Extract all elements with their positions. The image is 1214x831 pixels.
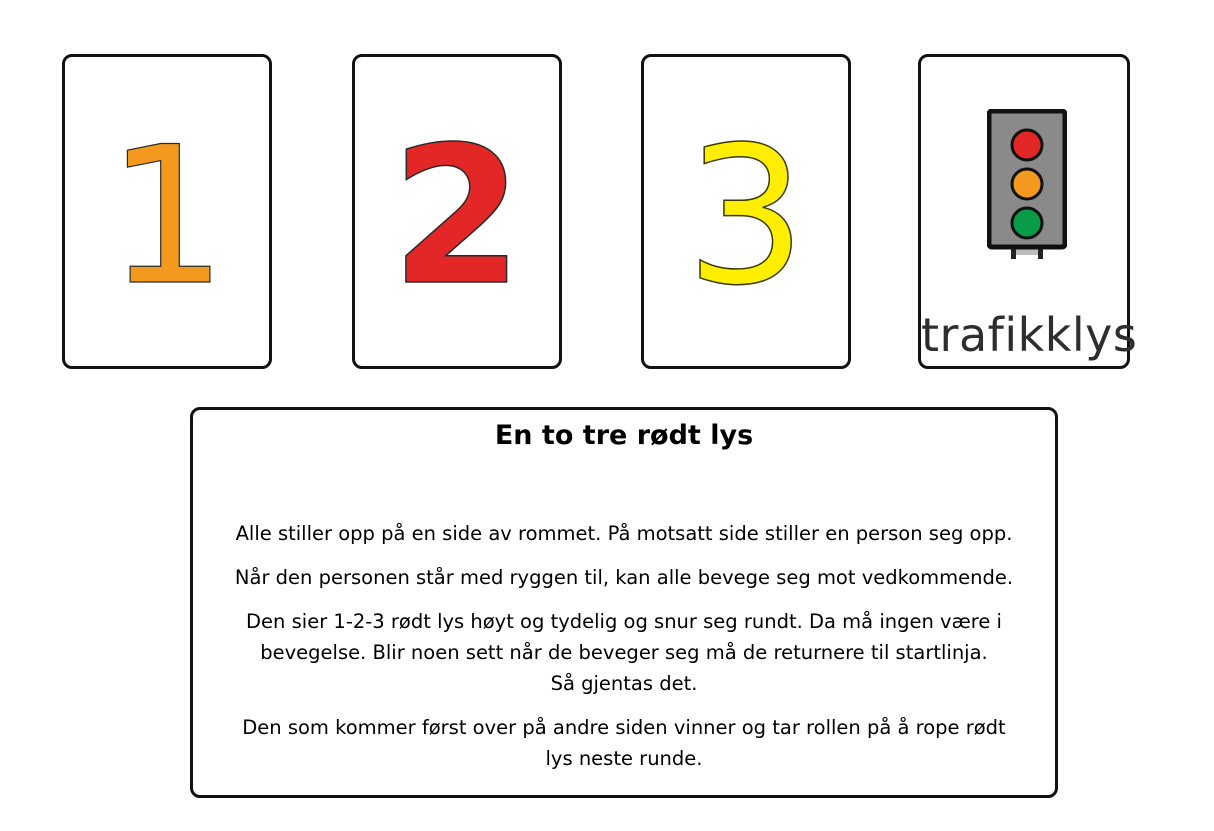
rules-box — [190, 407, 1058, 798]
amber-light — [1012, 169, 1042, 199]
rules-line: Så gjentas det. — [550, 672, 698, 695]
card-number-1 — [62, 54, 272, 369]
rules-paragraphs — [213, 518, 1035, 787]
digit-two: 2 — [390, 106, 524, 327]
rules-title: En to tre rødt lys — [494, 420, 754, 451]
card-number-2 — [352, 54, 562, 369]
rules-line: lys neste runde. — [545, 747, 703, 770]
rules-line: Alle stiller opp på en side av rommet. På motsatt side stiller en person seg opp. — [235, 522, 1013, 545]
rules-line: Når den personen står med ryggen til, kan alle bevege seg mot vedkommende. — [234, 566, 1014, 589]
red-light — [1012, 130, 1042, 160]
rules-paragraph — [213, 712, 1035, 774]
rules-line: Den sier 1-2-3 rødt lys høyt og tydelig og snur seg rundt. Da må ingen være i — [246, 610, 1002, 633]
rules-line: Den som kommer først over på andre siden vinner og tar rollen på å rope rødt — [242, 716, 1006, 739]
rules-paragraph — [213, 518, 1035, 549]
rules-line: bevegelse. Blir noen sett når de beveger seg må de returnere til startlinja. — [260, 641, 988, 664]
card-traffic-light — [918, 54, 1138, 369]
traffic-light-caption: trafikklys — [921, 308, 1138, 362]
digit-one: 1 — [106, 106, 228, 327]
rules-paragraph — [213, 606, 1035, 699]
green-light — [1012, 208, 1042, 238]
rules-paragraph — [213, 562, 1035, 593]
card-number-3 — [641, 54, 851, 369]
digit-three: 3 — [685, 106, 807, 327]
traffic-light-icon — [987, 109, 1067, 269]
